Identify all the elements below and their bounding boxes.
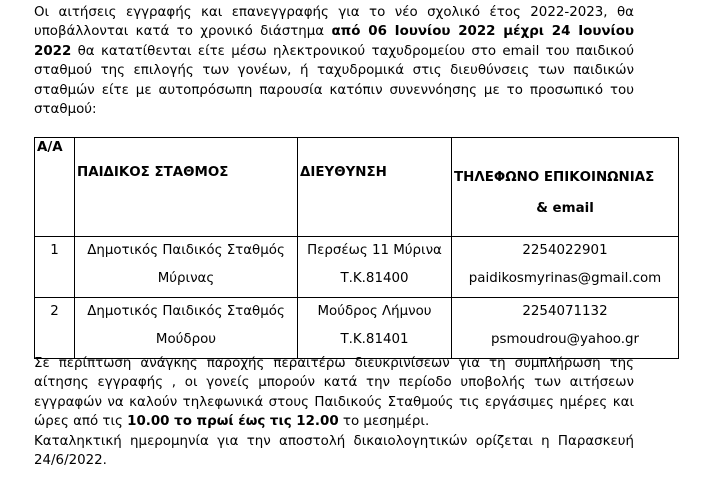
header-address: ΔΙΕΥΘΥΝΣΗ [298, 138, 452, 237]
address-line2: Τ.Κ.81400 [340, 271, 409, 286]
stations-table [34, 137, 679, 359]
station-name-line2: Μούδρου [155, 332, 217, 347]
closing-section [34, 354, 634, 470]
station-name [75, 298, 298, 359]
header-contact [452, 138, 679, 237]
address-line1: Περσέως 11 Μύρινα [307, 243, 442, 258]
table-header-row [35, 138, 679, 237]
closing-paragraph [34, 354, 634, 432]
table-row [35, 298, 679, 359]
intro-dates: από 06 Ιουνίου 2022 μέχρι 24 Ιουνίου 2022 [34, 24, 635, 59]
station-name [75, 237, 298, 298]
table-row [35, 237, 679, 298]
closing-hours: 10.00 το πρωί έως τις 12.00 [127, 414, 339, 430]
station-address [298, 237, 452, 298]
closing-text-end: το μεσημέρι. [338, 414, 430, 430]
station-name-line1: Δημοτικός Παιδικός Σταθμός [87, 304, 285, 319]
header-email: & email [536, 201, 594, 216]
row-number: 2 [35, 298, 75, 359]
intro-text-start: Οι αιτήσεις εγγραφής και επανεγγραφής για το νέο σχολικό έτος 2022-2023, θα υποβάλλονται κατά το χρονικό διάστημα [34, 5, 634, 40]
intro-paragraph [34, 3, 634, 119]
station-name-line1: Δημοτικός Παιδικός Σταθμός [87, 243, 285, 258]
station-address [298, 298, 452, 359]
station-contact [452, 237, 679, 298]
closing-text-start: Σε περίπτωση ανάγκης παροχής περαιτέρω διευκρινίσεων για τη συμπλήρωση της αίτησης εγγραφής , οι γονείς μπορούν κατά την περίοδο υποβολής των αιτήσεων εγγραφών να καλούν τηλεφωνικά στους Παιδικούς Σταθμούς τις εργάσιμες ημέρες και ώρες από τις [34, 356, 634, 430]
header-aa: Α/Α [35, 138, 75, 237]
station-contact [452, 298, 679, 359]
station-name-line2: Μύρινας [157, 271, 215, 286]
address-line1: Μούδρος Λήμνου [317, 304, 432, 319]
email-address[interactable]: paidikosmyrinas@gmail.com [468, 271, 662, 286]
intro-text-end: θα κατατίθενται είτε μέσω ηλεκτρονικού ταχυδρομείου στο email του παιδικού σταθμού της επιλογής των γονέων, ή ταχυδρομικά στις διευθύνσεις των παιδικών σταθμών είτε με αυτοπρόσωπη παρουσία κατόπιν συνεννόησης με το προσωπικό του σταθμού: [34, 43, 634, 118]
row-number: 1 [35, 237, 75, 298]
header-phone: ΤΗΛΕΦΩΝΟ ΕΠΙΚΟΙΝΩΝΙΑΣ [454, 170, 655, 185]
address-line2: Τ.Κ.81401 [340, 332, 409, 347]
email-address[interactable]: psmoudrou@yahoo.gr [490, 332, 639, 347]
deadline-paragraph: Καταληκτική ημερομηνία για την αποστολή δικαιολογητικών ορίζεται η Παρασκευή 24/6/2022. [34, 433, 634, 469]
phone-number: 2254022901 [522, 243, 608, 258]
header-station: ΠΑΙΔΙΚΟΣ ΣΤΑΘΜΟΣ [75, 138, 298, 237]
phone-number: 2254071132 [522, 304, 608, 319]
